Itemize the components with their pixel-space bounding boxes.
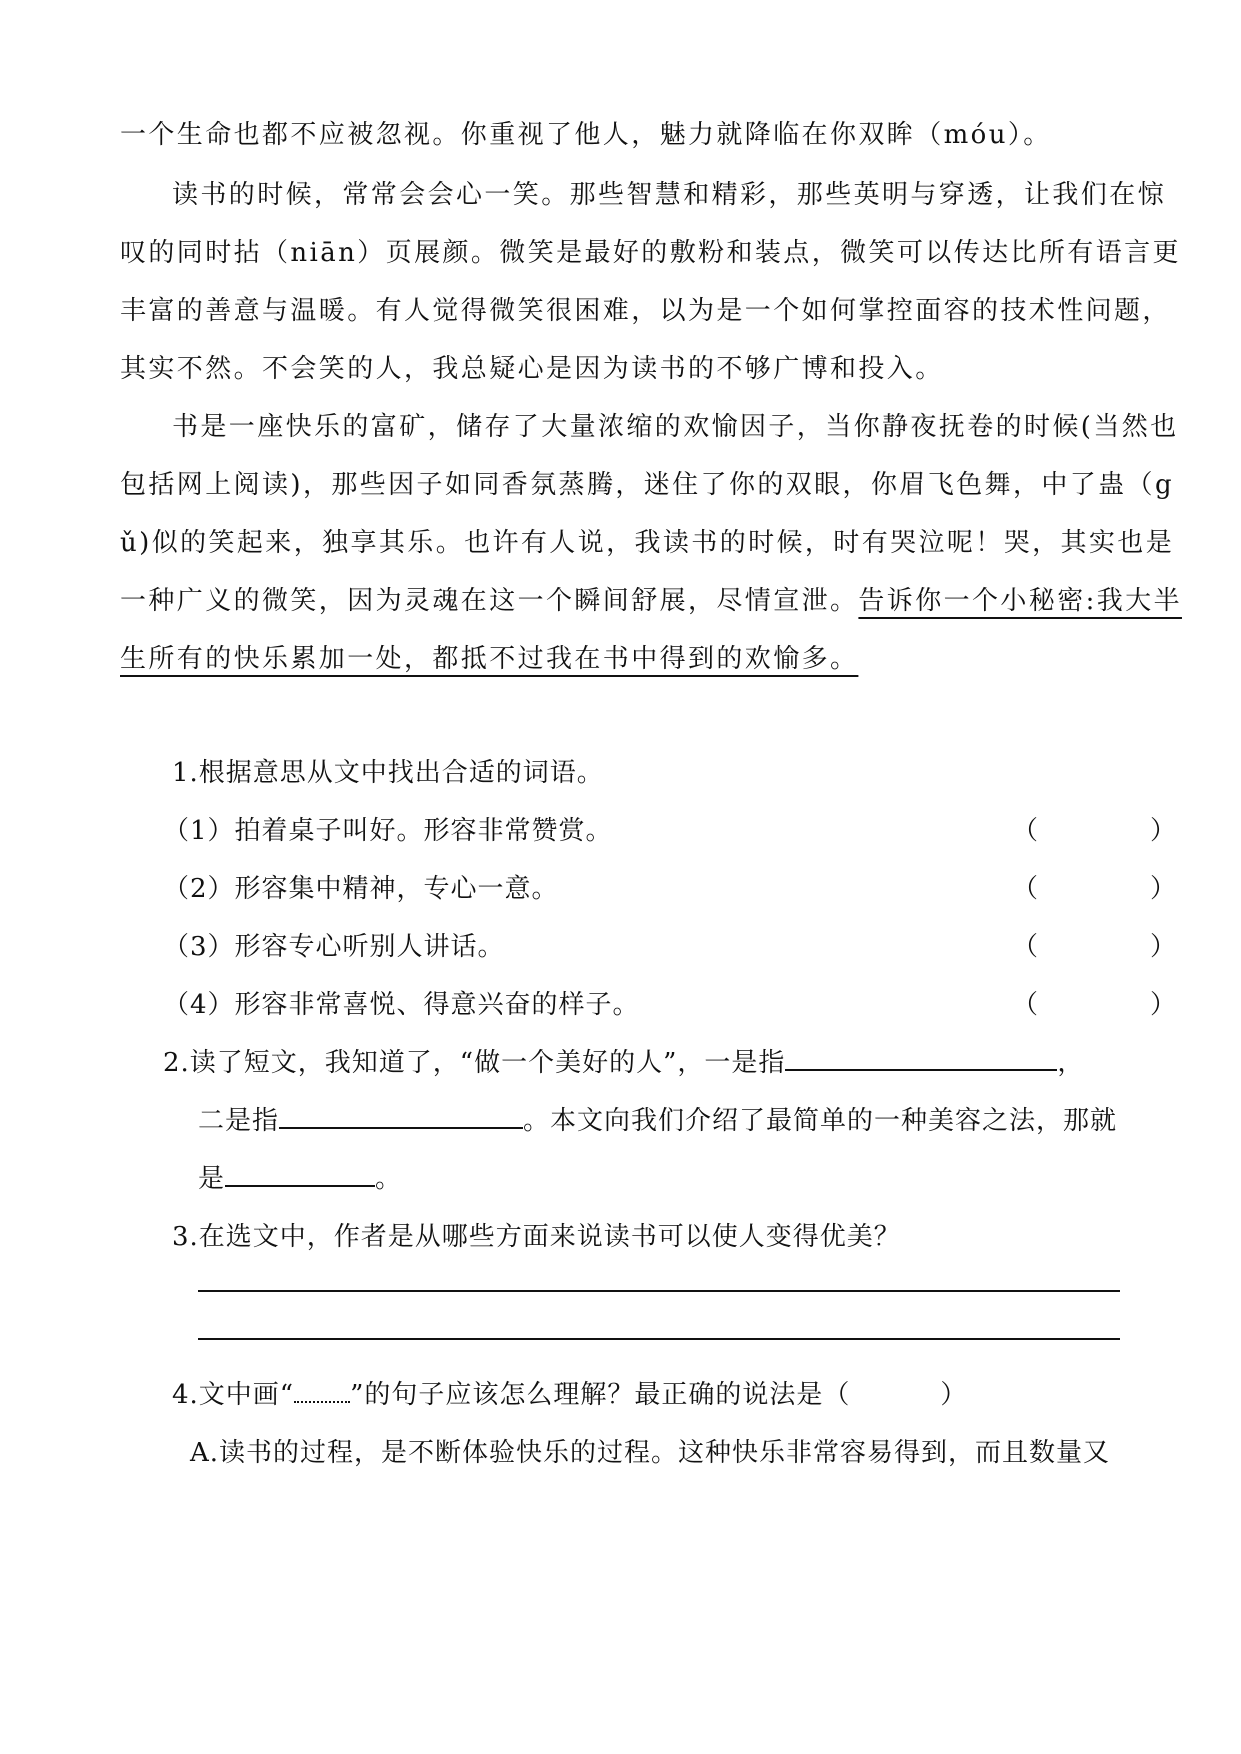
passage-line: 丰富的善意与温暖。有人觉得微笑很困难，以为是一个如何掌控面容的技术性问题， xyxy=(120,296,1171,326)
question-2-text: 二是指 xyxy=(198,1106,280,1136)
answer-line[interactable] xyxy=(198,1338,1120,1340)
paren-close: ） xyxy=(1150,874,1177,904)
question-2-line xyxy=(163,1043,1084,1083)
passage-line: 一个生命也都不应被忽视。你重视了他人，魅力就降临在你双眸（móu）。 xyxy=(120,120,1052,150)
paren-open: （ xyxy=(1012,816,1039,846)
paren-open: （ xyxy=(1012,990,1039,1020)
punctuation: 。 xyxy=(375,1164,403,1194)
passage-line: 书是一座快乐的富矿，储存了大量浓缩的欢愉因子，当你静夜抚卷的时候(当然也 xyxy=(172,412,1179,442)
paren-close: ） xyxy=(1150,816,1177,846)
paren-open: （ xyxy=(1012,932,1039,962)
option-a[interactable]: A.读书的过程，是不断体验快乐的过程。这种快乐非常容易得到，而且数量又 xyxy=(190,1438,1111,1468)
wavy-underline-mark xyxy=(294,1375,350,1403)
passage-line xyxy=(120,639,1120,679)
answer-line[interactable] xyxy=(198,1290,1120,1292)
paren-close: ） xyxy=(1150,932,1177,962)
question-2-text: 。本文向我们介绍了最简单的一种美容之法，那就 xyxy=(523,1106,1118,1136)
paren-close: ） xyxy=(1150,990,1177,1020)
passage-line: 包括网上阅读)，那些因子如同香氛蒸腾，迷住了你的双眼，你眉飞色舞，中了蛊（g xyxy=(120,470,1174,500)
question-1-item: （2）形容集中精神，专心一意。 xyxy=(163,874,559,904)
underlined-sentence: 生所有的快乐累加一处，都抵不过我在书中得到的欢愉多。 xyxy=(120,644,859,674)
question-2-text: 是 xyxy=(198,1164,226,1194)
question-1-item: （1）拍着桌子叫好。形容非常赞赏。 xyxy=(163,816,613,846)
answer-blank[interactable] xyxy=(225,1159,375,1187)
passage-line: 其实不然。不会笑的人，我总疑心是因为读书的不够广博和投入。 xyxy=(120,354,944,384)
passage-line: 读书的时候，常常会会心一笑。那些智慧和精彩，那些英明与穿透，让我们在惊 xyxy=(172,180,1167,210)
question-4-text: ”的句子应该怎么理解？最正确的说法是（ xyxy=(350,1380,851,1410)
punctuation: ， xyxy=(1057,1048,1085,1078)
question-4-text: 4.文中画“ xyxy=(172,1380,295,1410)
passage-line xyxy=(120,581,1182,621)
question-2-line xyxy=(198,1159,402,1199)
passage-text: 一种广义的微笑，因为灵魂在这一个瞬间舒展，尽情宣泄。 xyxy=(120,586,859,616)
answer-blank[interactable] xyxy=(785,1043,1057,1071)
question-2-text: 2.读了短文，我知道了，“做一个美好的人”，一是指 xyxy=(163,1048,786,1078)
question-4-text: ） xyxy=(940,1380,968,1410)
paren-open: （ xyxy=(1012,874,1039,904)
question-1-item: （4）形容非常喜悦、得意兴奋的样子。 xyxy=(163,990,640,1020)
passage-line: 叹的同时拈（niān）页展颜。微笑是最好的敷粉和装点，微笑可以传达比所有语言更 xyxy=(120,238,1181,268)
underlined-sentence: 告诉你一个小秘密:我大半 xyxy=(858,586,1182,616)
answer-blank[interactable] xyxy=(279,1101,523,1129)
question-1-title: 1.根据意思从文中找出合适的词语。 xyxy=(172,758,604,788)
passage-line: ǔ)似的笑起来，独享其乐。也许有人说，我读书的时候，时有哭泣呢！哭，其实也是 xyxy=(120,528,1175,558)
question-4-line xyxy=(172,1375,967,1415)
question-2-line xyxy=(198,1101,1117,1141)
question-1-item: （3）形容专心听别人讲话。 xyxy=(163,932,505,962)
question-3-title: 3.在选文中，作者是从哪些方面来说读书可以使人变得优美？ xyxy=(172,1222,901,1252)
